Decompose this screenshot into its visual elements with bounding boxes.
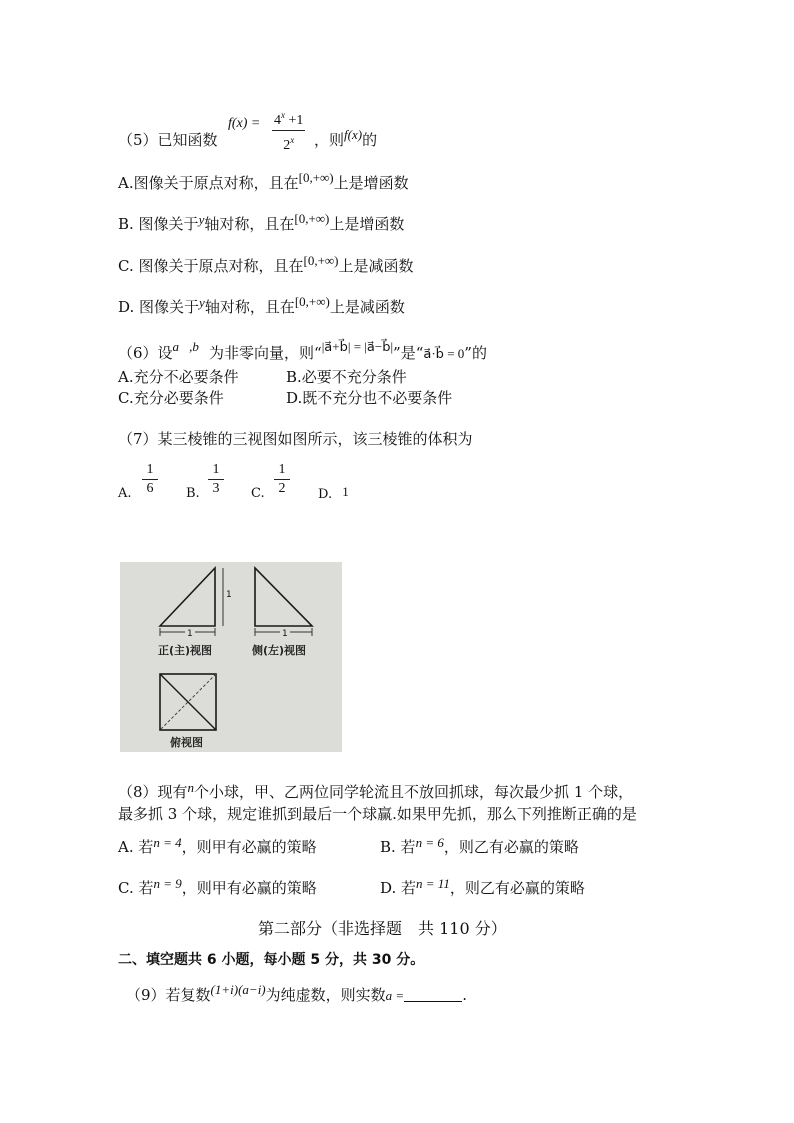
q6-option-c: C.充分必要条件 [118,389,224,407]
section-heading: 二、填空题共 6 小题，每小题 5 分，共 30 分。 [118,952,425,968]
part2-title: 第二部分（非选择题 共 110 分） [258,919,507,938]
three-view-figure [120,562,342,752]
q6-stem: （6）设a⃗,b⃗为非零向量，则“|a⃗+b⃗| = |a⃗−b⃗|”是“a⃗·b⃗ = 0”的 [118,339,487,362]
q7-stem: （7）某三棱锥的三视图如图所示，该三棱锥的体积为 [118,430,473,448]
q8-line1: （8）现有n个小球，甲、乙两位同学轮流且不放回抓球，每次最少抓 1 个球， [118,780,634,801]
front-view-label: 正(主)视图 [158,644,213,657]
q8-option-a: A. 若n = 4，则甲有必赢的策略 [118,835,317,856]
q5-fraction: $4^x +1$ 2$^x$ [272,106,305,155]
q7-option-d-label: D. 1 [318,484,349,502]
side-view-label: 侧(左)视图 [252,644,307,657]
q5-option-b: B. 图像关于y轴对称，且在[0,+∞)上是增函数 [118,211,405,233]
q5-prefix: （5）已知函数 [118,131,218,149]
q7-option-c-label: C. [251,486,265,501]
top-view-label: 俯视图 [170,736,203,749]
q7-option-a-label: A. [118,486,132,501]
q9-stem: （9）若复数(1+i)(a−i)为纯虚数，则实数a = . [126,982,467,1004]
side-view-triangle [255,568,312,626]
q8-line2: 最多抓 3 个球，规定谁抓到最后一个球赢.如果甲先抓，那么下列推断正确的是 [118,805,637,823]
front-height-label: 1 [226,590,232,600]
side-dim-label: 1 [282,629,288,639]
q8-option-c: C. 若n = 9，则甲有必赢的策略 [118,876,317,897]
q7-option-c-fraction: $\frac{1}{2}$ [274,461,290,498]
q6-option-d: D.既不充分也不必要条件 [286,389,453,407]
q7-option-a-fraction: $\frac{1}{6}$ [142,461,158,498]
q7-option-b-label: B. [186,486,200,501]
q5-stem [118,130,218,150]
q5-func-label: f(x) = [228,116,261,131]
q8-option-d: D. 若n = 11，则乙有必赢的策略 [380,876,585,897]
q9-answer-blank [404,987,462,1002]
q5-option-d: D. 图像关于y轴对称，且在[0,+∞)上是减函数 [118,294,405,316]
q5-option-c: C. 图像关于原点对称，且在[0,+∞)上是减函数 [118,253,414,275]
q6-option-b: B.必要不充分条件 [286,368,407,386]
q5-suffix: ，则f(x)的 [314,127,378,149]
q6-option-a: A.充分不必要条件 [118,368,239,386]
q8-option-b: B. 若n = 6，则乙有必赢的策略 [380,835,579,856]
q7-option-b-fraction: $\frac{1}{3}$ [208,461,224,498]
q5-option-a: A.图像关于原点对称，且在[0,+∞)上是增函数 [118,170,409,192]
front-dim-label: 1 [187,629,193,639]
front-view-triangle [160,568,215,626]
